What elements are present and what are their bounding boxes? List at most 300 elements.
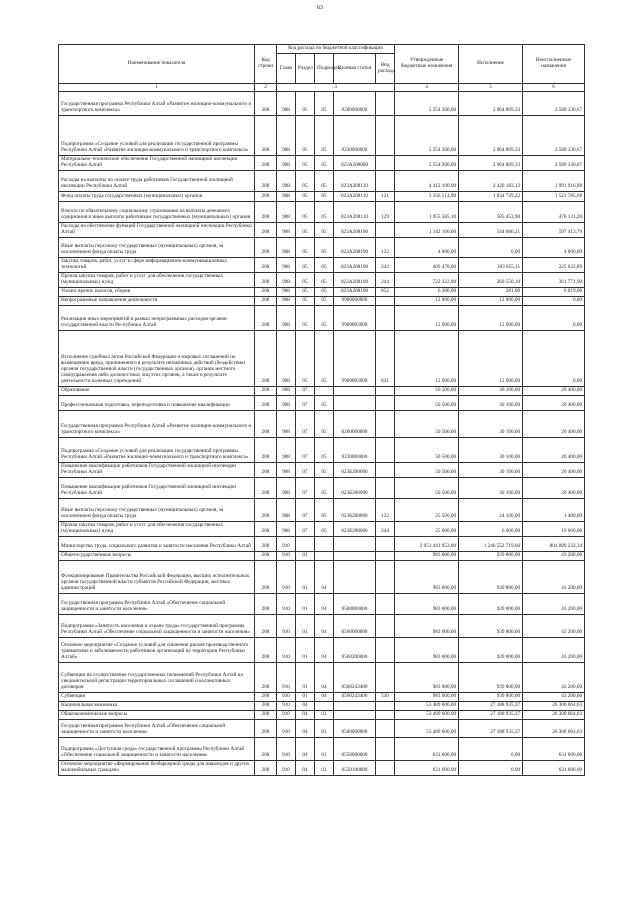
row-vid xyxy=(376,560,395,593)
row-razdel: 05 xyxy=(296,330,315,386)
row-razdel: 01 xyxy=(296,692,315,701)
table-row xyxy=(59,710,585,719)
row-name: Материально-техническое обеспечение Государственной жилищной инспекции Республики Алтай xyxy=(59,156,255,171)
row-razdel: 01 xyxy=(296,662,315,692)
row-podrazdel: 04 xyxy=(315,637,334,662)
row-unexecuted: 26 300 664,63 xyxy=(523,701,585,710)
row-target: 023А208190 xyxy=(334,223,376,238)
row-podrazdel: 05 xyxy=(315,156,334,171)
row-line-code: 200 xyxy=(255,237,277,257)
row-unexecuted: 19 000,00 xyxy=(523,521,585,536)
row-target: 0230000000 xyxy=(334,437,376,462)
row-unexecuted: 20 400,00 xyxy=(523,395,585,410)
row-line-code: 200 xyxy=(255,116,277,156)
row-target: 0500000000 xyxy=(334,593,376,614)
row-unexecuted: 43 200,00 xyxy=(523,593,585,614)
row-unexecuted: 26 300 664,63 xyxy=(523,710,585,719)
row-line-code: 200 xyxy=(255,192,277,202)
row-glava: 910 xyxy=(277,637,296,662)
row-target: 9900003000 xyxy=(334,305,376,330)
row-vid xyxy=(376,116,395,156)
row-line-code: 200 xyxy=(255,760,277,775)
row-unexecuted: 43 200,00 xyxy=(523,560,585,593)
row-razdel: 05 xyxy=(296,192,315,202)
row-unexecuted: 804 889 233,34 xyxy=(523,536,585,551)
row-podrazdel xyxy=(315,701,334,710)
row-razdel: 05 xyxy=(296,296,315,305)
row-execution: 30 100,00 xyxy=(459,477,523,498)
row-vid: 530 xyxy=(376,692,395,701)
row-podrazdel xyxy=(315,536,334,551)
row-vid: 831 xyxy=(376,330,395,386)
table-row xyxy=(59,637,585,662)
row-podrazdel: 05 xyxy=(315,498,334,521)
row-name: Государственная программа Республики Алтай «Развитие жилищно-коммунального и транспортного комплекса» xyxy=(59,92,255,116)
row-name: Общегосударственные вопросы xyxy=(59,551,255,560)
row-unexecuted: 1 991 916,88 xyxy=(523,171,585,192)
table-row xyxy=(59,223,585,238)
header-vid: Вид расхода xyxy=(376,54,395,84)
row-vid xyxy=(376,92,395,116)
row-execution: 12 000,00 xyxy=(459,296,523,305)
row-podrazdel: 04 xyxy=(315,560,334,593)
table-row xyxy=(59,614,585,637)
row-target: 0200000000 xyxy=(334,92,376,116)
row-vid xyxy=(376,637,395,662)
row-unexecuted: 20 400,00 xyxy=(523,410,585,437)
table-row xyxy=(59,202,585,223)
header-approved: Утвержденные бюджетные назначения xyxy=(395,45,459,84)
row-unexecuted: 43 200,00 xyxy=(523,614,585,637)
table-row xyxy=(59,410,585,437)
col-num-5: 5 xyxy=(459,84,523,92)
row-execution: 360 550,10 xyxy=(459,272,523,287)
row-line-code: 200 xyxy=(255,498,277,521)
row-podrazdel: 05 xyxy=(315,202,334,223)
row-podrazdel: 05 xyxy=(315,477,334,498)
row-vid xyxy=(376,737,395,760)
row-name: Непрограммные направления деятельности xyxy=(59,296,255,305)
row-target: 0560200000 xyxy=(334,637,376,662)
row-name: Образование xyxy=(59,386,255,395)
row-vid: 121 xyxy=(376,192,395,202)
row-line-code: 200 xyxy=(255,737,277,760)
row-approved: 5 554 200,00 xyxy=(395,116,459,156)
row-unexecuted: 6 019,00 xyxy=(523,287,585,296)
row-approved: 2 051 441 953,00 xyxy=(395,536,459,551)
table-row xyxy=(59,272,585,287)
row-podrazdel: 04 xyxy=(315,662,334,692)
row-line-code: 200 xyxy=(255,156,277,171)
col-num-2: 2 xyxy=(255,84,277,92)
row-razdel: 04 xyxy=(296,710,315,719)
row-approved: 4 000,00 xyxy=(395,237,459,257)
row-razdel: 07 xyxy=(296,462,315,477)
row-name: Общеэкономические вопросы xyxy=(59,710,255,719)
header-razdel: Раздел xyxy=(296,54,315,84)
row-glava: 910 xyxy=(277,614,296,637)
row-line-code: 200 xyxy=(255,386,277,395)
row-razdel: 05 xyxy=(296,257,315,272)
row-podrazdel: 05 xyxy=(315,237,334,257)
row-unexecuted: 4 000,00 xyxy=(523,237,585,257)
row-approved: 53 489 600,00 xyxy=(395,701,459,710)
row-podrazdel: 05 xyxy=(315,330,334,386)
row-razdel xyxy=(296,536,315,551)
row-execution: 0,00 xyxy=(459,737,523,760)
row-podrazdel: 01 xyxy=(315,760,334,775)
row-line-code: 200 xyxy=(255,171,277,192)
row-vid xyxy=(376,760,395,775)
row-target: 0560000000 xyxy=(334,614,376,637)
row-glava: 908 xyxy=(277,386,296,395)
row-line-code: 200 xyxy=(255,330,277,386)
row-line-code: 200 xyxy=(255,272,277,287)
row-glava: 908 xyxy=(277,287,296,296)
row-approved: 50 500,00 xyxy=(395,437,459,462)
row-razdel: 05 xyxy=(296,272,315,287)
row-execution: 939 800,00 xyxy=(459,614,523,637)
row-unexecuted: 361 771,90 xyxy=(523,272,585,287)
table-body xyxy=(59,92,585,776)
table-row xyxy=(59,593,585,614)
row-execution: 585 453,90 xyxy=(459,202,523,223)
row-execution: 27 188 935,37 xyxy=(459,710,523,719)
table-row xyxy=(59,386,585,395)
row-podrazdel xyxy=(315,386,334,395)
row-name: Подпрограмма «Доступная среда» государственной программы Республики Алтай «Обеспечение социальной защищенности и занятости населения» xyxy=(59,737,255,760)
row-target xyxy=(334,560,376,593)
row-approved: 983 000,00 xyxy=(395,560,459,593)
row-unexecuted: 0,00 xyxy=(523,305,585,330)
row-podrazdel: 05 xyxy=(315,296,334,305)
row-vid: 852 xyxy=(376,287,395,296)
row-target: 023А208190 xyxy=(334,272,376,287)
row-approved: 53 489 600,00 xyxy=(395,719,459,737)
row-approved: 983 000,00 xyxy=(395,593,459,614)
row-glava: 910 xyxy=(277,560,296,593)
row-target xyxy=(334,395,376,410)
row-approved: 983 000,00 xyxy=(395,551,459,560)
row-target xyxy=(334,386,376,395)
row-execution: 12 000,00 xyxy=(459,305,523,330)
row-razdel: 05 xyxy=(296,156,315,171)
row-name: Основное мероприятие «Формирование безбарьерной среды для инвалидов и других маломобильных граждан» xyxy=(59,760,255,775)
row-name: Расходы на выплаты по оплате труда работников Государственной жилищной инспекции Республики Алтай xyxy=(59,171,255,192)
row-podrazdel: 05 xyxy=(315,92,334,116)
row-razdel: 04 xyxy=(296,719,315,737)
row-approved: 3 356 514,90 xyxy=(395,192,459,202)
row-podrazdel: 05 xyxy=(315,257,334,272)
row-execution: 281,00 xyxy=(459,287,523,296)
row-target: 023Б208000 xyxy=(334,477,376,498)
row-approved: 1 055 585,10 xyxy=(395,202,459,223)
row-unexecuted: 20 400,00 xyxy=(523,477,585,498)
row-line-code: 200 xyxy=(255,614,277,637)
table-row xyxy=(59,737,585,760)
header-target: Целевая статья xyxy=(334,54,376,84)
row-name: Повышение квалификации работников Государственной жилищной инспекции Республики Алтай xyxy=(59,477,255,498)
row-unexecuted: 1 400,00 xyxy=(523,498,585,521)
row-target: 023А208190 xyxy=(334,237,376,257)
row-unexecuted: 2 589 330,67 xyxy=(523,92,585,116)
row-vid xyxy=(376,386,395,395)
col-num-3: 3 xyxy=(277,84,395,92)
row-glava: 910 xyxy=(277,536,296,551)
row-glava: 908 xyxy=(277,296,296,305)
row-execution: 939 800,00 xyxy=(459,637,523,662)
row-razdel: 07 xyxy=(296,498,315,521)
row-vid xyxy=(376,410,395,437)
row-target: 023А208190 xyxy=(334,287,376,296)
row-execution: 183 855,11 xyxy=(459,257,523,272)
row-name: Иные выплаты персоналу государственных (муниципальных) органов, за исключением фонда оплаты труда xyxy=(59,498,255,521)
row-vid xyxy=(376,305,395,330)
row-approved: 5 554 200,00 xyxy=(395,156,459,171)
row-vid xyxy=(376,593,395,614)
row-target: 023А208110 xyxy=(334,202,376,223)
row-execution: 2 420 183,12 xyxy=(459,171,523,192)
row-execution: 2 964 869,33 xyxy=(459,116,523,156)
row-line-code: 200 xyxy=(255,223,277,238)
row-target: 0550100000 xyxy=(334,760,376,775)
table-row xyxy=(59,551,585,560)
row-razdel: 04 xyxy=(296,701,315,710)
row-vid xyxy=(376,223,395,238)
row-name: Субвенции на осуществление государственных полномочий Республики Алтай по уведомительной регистрации территориальных соглашений и коллективных договоров xyxy=(59,662,255,692)
row-execution: 2 964 869,33 xyxy=(459,156,523,171)
row-unexecuted: 1 521 785,68 xyxy=(523,192,585,202)
row-target: 023А208190 xyxy=(334,257,376,272)
row-execution: 30 100,00 xyxy=(459,437,523,462)
table-row xyxy=(59,305,585,330)
row-razdel: 07 xyxy=(296,386,315,395)
row-razdel: 05 xyxy=(296,223,315,238)
row-podrazdel: 05 xyxy=(315,305,334,330)
row-target: 0200000000 xyxy=(334,410,376,437)
row-approved: 50 500,00 xyxy=(395,410,459,437)
row-razdel: 01 xyxy=(296,560,315,593)
row-podrazdel: 05 xyxy=(315,171,334,192)
row-target: 023Б208000 xyxy=(334,521,376,536)
header-execution: Исполнение xyxy=(459,45,523,84)
row-line-code: 200 xyxy=(255,395,277,410)
row-approved: 25 500,00 xyxy=(395,498,459,521)
row-line-code: 200 xyxy=(255,662,277,692)
row-execution: 30 100,00 xyxy=(459,410,523,437)
row-target: 9900003000 xyxy=(334,330,376,386)
row-line-code: 200 xyxy=(255,560,277,593)
row-target xyxy=(334,710,376,719)
header-unexecuted: Неисполненные назначения xyxy=(523,45,585,84)
row-podrazdel: 04 xyxy=(315,692,334,701)
row-unexecuted: 597 413,79 xyxy=(523,223,585,238)
row-line-code: 200 xyxy=(255,637,277,662)
row-execution: 0,00 xyxy=(459,237,523,257)
row-vid: 244 xyxy=(376,272,395,287)
row-unexecuted: 43 200,00 xyxy=(523,692,585,701)
row-target xyxy=(334,551,376,560)
row-unexecuted: 20 400,00 xyxy=(523,437,585,462)
row-podrazdel: 05 xyxy=(315,116,334,156)
row-approved: 12 000,00 xyxy=(395,296,459,305)
row-name: Исполнение судебных актов Российской Федерации и мировых соглашений по возмещению вреда, причиненного в результате незаконных действий (бездействия) органов государственной власти (государственных органов), органов местного самоуправления либо должностных лиц этих органов, а также в результате деятельности казенных учреждений xyxy=(59,330,255,386)
table-row xyxy=(59,701,585,710)
row-glava: 908 xyxy=(277,92,296,116)
row-name: Прочая закупка товаров, работ и услуг для обеспечения государственных (муниципальных) нужд xyxy=(59,272,255,287)
col-num-1: 1 xyxy=(59,84,255,92)
row-razdel: 07 xyxy=(296,395,315,410)
row-razdel: 04 xyxy=(296,760,315,775)
row-name: Расходы на обеспечение функций Государственной жилищной инспекции Республики Алтай xyxy=(59,223,255,238)
row-vid xyxy=(376,719,395,737)
row-execution: 939 800,00 xyxy=(459,692,523,701)
row-line-code: 200 xyxy=(255,719,277,737)
row-execution: 544 686,21 xyxy=(459,223,523,238)
row-glava: 908 xyxy=(277,272,296,287)
row-line-code: 200 xyxy=(255,710,277,719)
row-glava: 908 xyxy=(277,410,296,437)
table-row xyxy=(59,437,585,462)
row-line-code: 200 xyxy=(255,692,277,701)
row-glava: 910 xyxy=(277,593,296,614)
header-name: Наименование показателя xyxy=(59,45,255,84)
row-line-code: 200 xyxy=(255,410,277,437)
row-line-code: 200 xyxy=(255,257,277,272)
row-glava: 910 xyxy=(277,701,296,710)
row-glava: 908 xyxy=(277,257,296,272)
row-target: 023А208110 xyxy=(334,171,376,192)
row-razdel: 05 xyxy=(296,92,315,116)
row-glava: 910 xyxy=(277,760,296,775)
row-line-code: 200 xyxy=(255,287,277,296)
row-vid xyxy=(376,536,395,551)
row-approved: 983 000,00 xyxy=(395,662,459,692)
row-name: Основное мероприятие «Создание условий для снижения рисков производственного травматизма и заболеваемости работников организаций на территории Республики Алтай» xyxy=(59,637,255,662)
row-line-code: 200 xyxy=(255,521,277,536)
table-row xyxy=(59,560,585,593)
row-podrazdel: 05 xyxy=(315,462,334,477)
row-glava: 908 xyxy=(277,223,296,238)
row-name: Государственная программа Республики Алтай «Обеспечение социальной защищенности и занятости населения» xyxy=(59,719,255,737)
row-target xyxy=(334,701,376,710)
row-name: Прочая закупка товаров, работ и услуг для обеспечения государственных (муниципальных) нужд xyxy=(59,521,255,536)
row-name: Субвенции xyxy=(59,692,255,701)
row-vid xyxy=(376,437,395,462)
row-glava: 908 xyxy=(277,395,296,410)
row-glava: 910 xyxy=(277,710,296,719)
row-unexecuted: 26 300 664,63 xyxy=(523,719,585,737)
row-razdel: 07 xyxy=(296,410,315,437)
table-row xyxy=(59,171,585,192)
row-name: Подпрограмма «Создание условий для реализации государственной программы Республики Алтай «Развитие жилищно-коммунального и транспортного комплекса» xyxy=(59,437,255,462)
row-line-code: 200 xyxy=(255,593,277,614)
row-glava: 910 xyxy=(277,719,296,737)
row-name: Взносы по обязательному социальному страхованию на выплаты денежного содержания и иные выплаты работникам государственных (муниципальных) органов xyxy=(59,202,255,223)
row-vid xyxy=(376,462,395,477)
table-row xyxy=(59,760,585,775)
row-razdel: 05 xyxy=(296,287,315,296)
row-unexecuted: 470 131,20 xyxy=(523,202,585,223)
row-podrazdel xyxy=(315,551,334,560)
row-execution: 939 800,00 xyxy=(459,560,523,593)
row-name: Реализация иных мероприятий в рамках непрограммных расходов органов государственной власти Республики Алтай xyxy=(59,305,255,330)
row-target: 0230000000 xyxy=(334,116,376,156)
table-row xyxy=(59,330,585,386)
row-name: Повышение квалификации работников Государственной жилищной инспекции Республики Алтай xyxy=(59,462,255,477)
row-name: Государственная программа Республики Алтай «Развитие жилищно-коммунального и транспортного комплекса» xyxy=(59,410,255,437)
header-budget-class: Код расхода по бюджетной классификации xyxy=(277,45,395,54)
page-number: 63 xyxy=(317,5,323,11)
row-vid xyxy=(376,395,395,410)
row-glava: 908 xyxy=(277,202,296,223)
row-vid xyxy=(376,296,395,305)
row-line-code: 200 xyxy=(255,536,277,551)
table-row xyxy=(59,477,585,498)
row-execution: 0,00 xyxy=(459,760,523,775)
row-razdel: 05 xyxy=(296,237,315,257)
row-name: Фонд оплаты труда государственных (муниципальных) органов xyxy=(59,192,255,202)
row-razdel: 07 xyxy=(296,437,315,462)
header-line-code: Код строки xyxy=(255,45,277,84)
table-row xyxy=(59,116,585,156)
row-execution: 30 100,00 xyxy=(459,386,523,395)
row-execution: 12 000,00 xyxy=(459,330,523,386)
row-razdel: 07 xyxy=(296,521,315,536)
row-glava: 908 xyxy=(277,171,296,192)
row-execution: 27 188 935,37 xyxy=(459,719,523,737)
budget-table xyxy=(58,44,585,776)
row-vid xyxy=(376,551,395,560)
row-approved: 50 500,00 xyxy=(395,395,459,410)
table-row xyxy=(59,287,585,296)
row-razdel: 01 xyxy=(296,593,315,614)
row-execution: 939 800,00 xyxy=(459,593,523,614)
header-podrazdel: Подраздел xyxy=(315,54,334,84)
row-podrazdel: 04 xyxy=(315,614,334,637)
row-target: 0550000000 xyxy=(334,737,376,760)
row-line-code: 200 xyxy=(255,437,277,462)
row-target: 0500000000 xyxy=(334,719,376,737)
row-approved: 4 412 100,00 xyxy=(395,171,459,192)
row-razdel: 05 xyxy=(296,116,315,156)
row-approved: 1 142 100,00 xyxy=(395,223,459,238)
col-num-4: 4 xyxy=(395,84,459,92)
row-name: Министерство труда, социального развития и занятости населения Республики Алтай xyxy=(59,536,255,551)
table-row xyxy=(59,536,585,551)
table-row xyxy=(59,156,585,171)
row-approved: 631 600,00 xyxy=(395,737,459,760)
header-glava: Глава xyxy=(277,54,296,84)
row-glava: 910 xyxy=(277,662,296,692)
row-name: Профессиональная подготовка, переподготовка и повышение квалификации xyxy=(59,395,255,410)
row-glava: 908 xyxy=(277,116,296,156)
row-execution: 939 800,00 xyxy=(459,662,523,692)
row-target: 0560243400 xyxy=(334,662,376,692)
row-line-code: 200 xyxy=(255,305,277,330)
row-razdel: 04 xyxy=(296,737,315,760)
row-name: Иные выплаты персоналу государственных (муниципальных) органов, за исключением фонда оплаты труда xyxy=(59,237,255,257)
row-approved: 983 000,00 xyxy=(395,614,459,637)
row-line-code: 200 xyxy=(255,477,277,498)
table-row xyxy=(59,92,585,116)
row-line-code: 200 xyxy=(255,551,277,560)
row-approved: 12 000,00 xyxy=(395,305,459,330)
row-podrazdel: 05 xyxy=(315,272,334,287)
table-row xyxy=(59,257,585,272)
row-podrazdel: 04 xyxy=(315,593,334,614)
row-podrazdel: 05 xyxy=(315,395,334,410)
